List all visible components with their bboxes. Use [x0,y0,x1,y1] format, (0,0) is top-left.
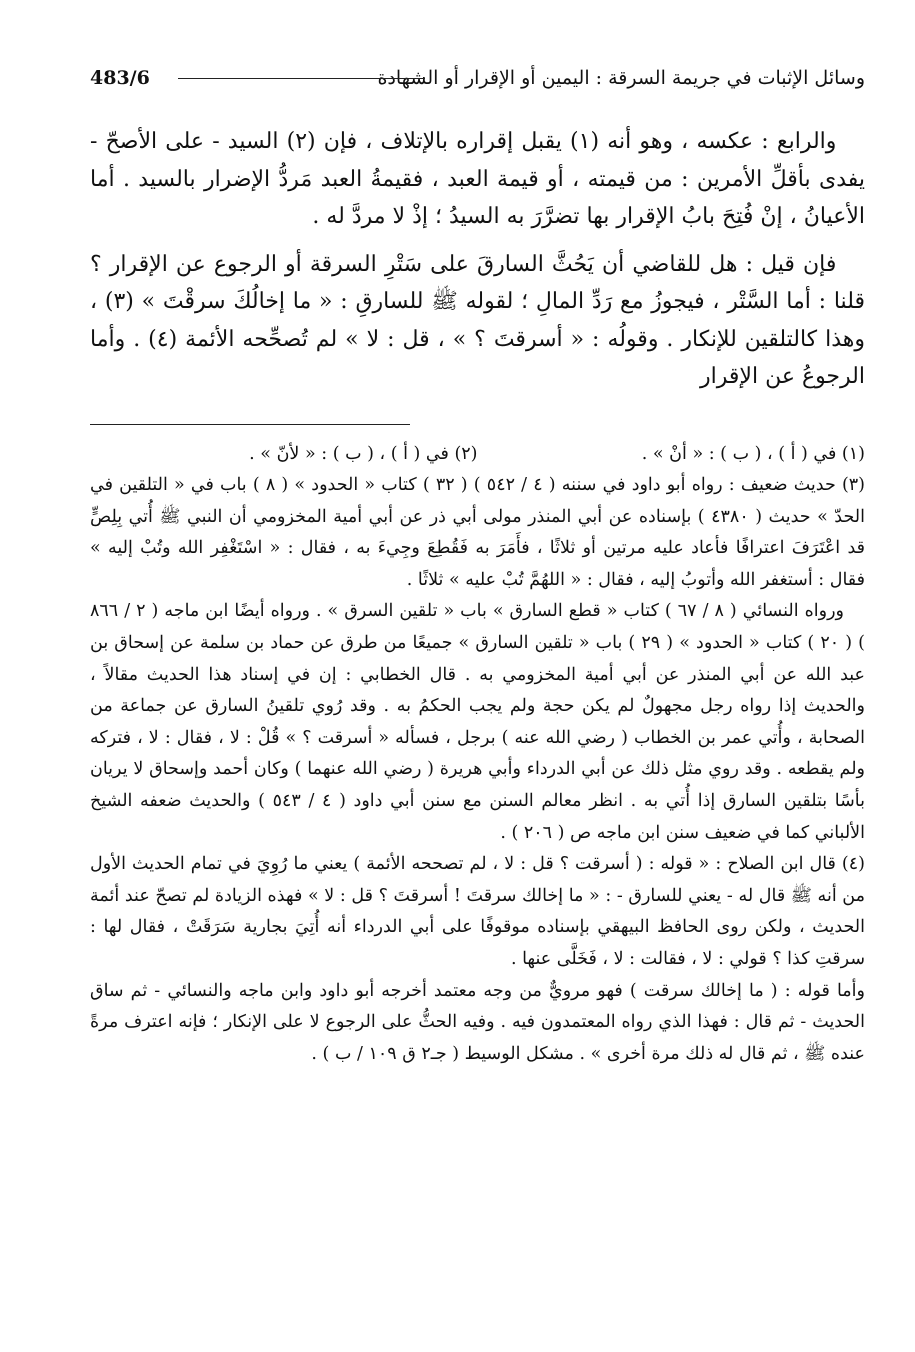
main-paragraph-1: والرابع : عكسه ، وهو أنه (١) يقبل إقراره بالإتلاف ، فإن (٢) السيد - على الأصحّ - يفدى بأقلِّ الأمرين : من قيمته ، أو قيمة العبد ، فقيمةُ العبد مَردُّ الإضرار بالسيد . أما الأعيانُ ، إنْ فُتِحَ بابُ الإقرار بها تضرَّرَ به السيدُ ؛ إذْ لا مردَّ له . [90,129,865,229]
footnote-3-part-1: (٣) حديث ضعيف : رواه أبو داود في سننه ( ٤ / ٥٤٢ ) ( ٣٢ ) كتاب « الحدود » ( ٨ ) باب في « التلقين في الحدّ » حديث ( ٤٣٨٠ ) بإسناده عن أبي المنذر مولى أبي ذر عن أبي أمية المخزومي أن النبي ﷺ أُتي بِلِصٍّ قد اعْتَرَفَ اعترافًا فأعاد عليه مرتين أو ثلاثًا ، فأَمَرَ به فَقُطِعَ وجِيءَ به ، فقال : « اسْتَغْفِر الله وتُبْ إليه » فقال : أستغفر الله وأتوبُ إليه ، فقال : « اللهُمَّ تُبْ عليه » ثلاثًا . [90,475,865,590]
footnote-1: (١) في ( أ ) ، ( ب ) : « أنْ » . [641,443,865,464]
footnote-4-part-1: (٤) قال ابن الصلاح : « قوله : ( أسرقت ؟ قل : لا ، لم تصححه الأئمة ) يعني ما رُوِيَ في تمام الحديث الأول من أنه ﷺ قال له - يعني للسارق - : « ما إخالك سرقتَ ! أسرقتَ ؟ قل : لا » فهذه الزيادة لم تصحّ عند أئمة الحديث ، ولكن روى الحافظ البيهقي بإسناده موقوفًا على أبي الدرداء أنه أُتِيَ بجارية سَرَقَتْ ، فقال لها : سرقتِ كذا ؟ قولي : لا ، فقالت : لا ، فَخَلَّى عنها . [90,854,865,969]
footnote-4-part-2: وأما قوله : ( ما إخالك سرقت ) فهو مرويٌّ من وجه معتمد أخرجه أبو داود وابن ماجه والنسائي - ثم ساق الحديث - ثم قال : فهذا الذي رواه المعتمدون فيه . وفيه الحثُّ على الرجوع لا على الإنكار ؛ فإنه اعترف مرةً عنده ﷺ ، ثم قال له ذلك مرة أخرى » . مشكل الوسيط ( جـ٢ ق ١٠٩ / ب ) . [90,980,865,1064]
book-page [90,58,865,1070]
main-paragraph-2: فإن قيل : هل للقاضي أن يَحُثَّ السارقَ على سَتْرِ السرقة أو الرجوع عن الإقرار ؟ قلنا : أما السَّتْر ، فيجوزُ مع رَدِّ المالِ ؛ لقوله ﷺ للسارقِ : « ما إخالُكَ سرقْتَ » (٣) ، وهذا كالتلقين للإنكار . وقولُه : « أسرقتَ ؟ » ، قل : لا » لم تُصحِّحه الأئمة (٤) . وأما الرجوعُ عن الإقرار [90,251,865,389]
footnotes-1-2-row [90,439,865,471]
footnotes [90,439,865,1071]
running-title: وسائل الإثبات في جريمة السرقة : اليمين أو الإقرار أو الشهادة [377,67,865,89]
page-header [90,58,865,98]
header-rule [178,78,425,79]
footnote-separator [90,424,410,425]
footnote-3-part-2: ورواه النسائي ( ٨ / ٦٧ ) كتاب « قطع السارق » باب « تلقين السرق » . ورواه أيضًا ابن ماجه ( ٢ / ٨٦٦ ) ( ٢٠ ) كتاب « الحدود » ( ٢٩ ) باب « تلقين السارق » جميعًا من طرق عن حماد بن سلمة عن إسحاق بن عبد الله عن أبي المنذر عن أبي أمية المخزومي به . قال الخطابي : إن في إسناد هذا الحديث مقالاً ، والحديث إذا رواه رجل مجهولٌ لم يكن حجة ولم يجب الحكمُ به . وقد رُوي تلقينُ السارق عن جماعة من الصحابة ، وأُتي عمر بن الخطاب ( رضي الله عنه ) برجل ، فسأله « أسرقت ؟ » قُلْ : لا ، فقال : لا ، فتركه ولم يقطعه . وقد روي مثل ذلك عن أبي الدرداء وأبي هريرة ( رضي الله عنهما ) وكان أحمد وإسحاق لا يريان بأسًا بتلقين السارق إذا أُتي به . انظر معالم السنن مع سنن أبي داود ( ٤ / ٥٤٣ ) والحديث ضعفه الشيخ الألباني كما في ضعيف سنن ابن ماجه ص ( ٢٠٦ ) . [90,601,866,843]
main-text [90,123,865,396]
footnote-2: (٢) في ( أ ) ، ( ب ) : « لأنّ » . [249,443,478,464]
page-number: 483/6 [90,67,150,89]
